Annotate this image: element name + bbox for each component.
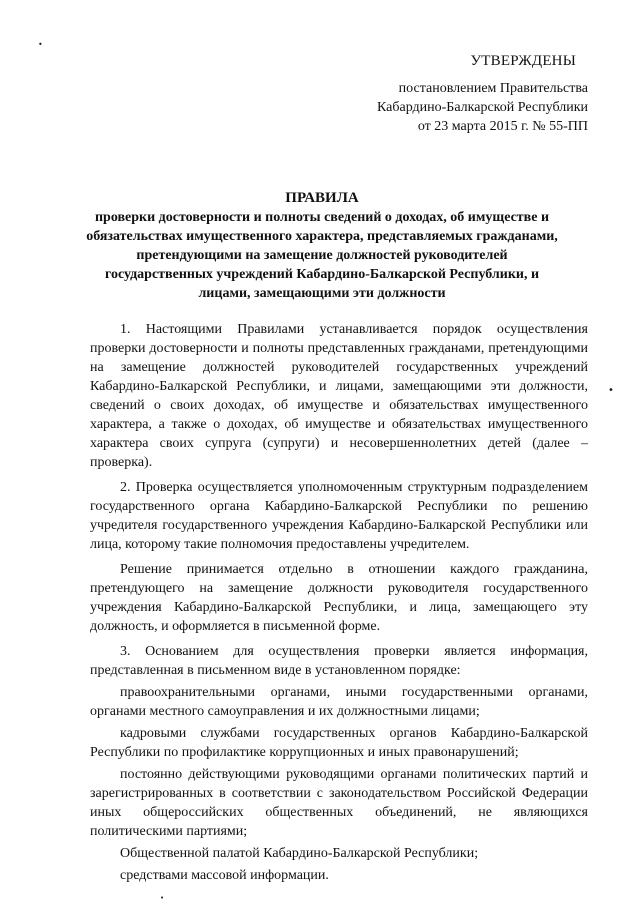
paragraph: 2. Проверка осуществляется уполномоченным структурным подразделением государственного органа Кабардино-Балкарской Республики по решению учредителя государственного учреждения Кабардино-Балкарской Республики или лица, которому такие полномочия предоставлены учредителем. [90,480,588,552]
approval-heading: УТВЕРЖДЕНЫ [470,53,576,69]
paragraph: Решение принимается отдельно в отношении каждого гражданина, претендующего на замещение должности руководителя государственного учреждения Кабардино-Балкарской Республики, и лица, замещающего эту должность, и оформляется в письменной форме. [90,562,588,634]
paragraph: 3. Основанием для осуществления проверки является информация, представленная в письменном виде в установленном порядке: [90,644,588,678]
document-title-block [82,188,562,303]
approval-stamp [328,52,588,136]
list-item: правоохранительными органами, иными государственными органами, органами местного самоуправления и их должностными лицами; [90,685,588,719]
list-item: Общественной палатой Кабардино-Балкарской Республики; [120,846,479,861]
list-item: кадровыми службами государственных органов Кабардино-Балкарской Республики по профилактике коррупционных и иных правонарушений; [90,726,588,760]
list-item: постоянно действующими руководящими органами политических партий и зарегистрированных в соответствии с законодательством Российской Федерации иных общероссийских общественных объединений, не являющихся политическими партиями; [90,767,588,839]
list-item: средствами массовой информации. [120,868,329,883]
approval-line: Кабардино-Балкарской Республики [377,100,588,115]
document-subtitle: проверки достоверности и полноты сведений о доходах, об имуществе и обязательствах имущественного характера, представляемых гражданами, претендующими на замещение должностей руководителей государственных учреждений Кабардино-Балкарской Республики, и лицами, замещающими эти должности [86,210,558,301]
approval-line: постановлением Правительства [398,81,588,96]
scan-speck: • [38,40,43,49]
paragraph: 1. Настоящими Правилами устанавливается порядок осуществления проверки достоверности и полноты представленных гражданами, претендующими на замещение должностей руководителей государственных учреждений Кабардино-Балкарской Республики, и лицами, замещающими эти должности, сведений о своих доходах, об имуществе и обязательствах имущественного характера, а также о доходах, об имуществе и обязательствах имущественного характера своих супруга (супруги) и несовершеннолетних детей (далее – проверка). [90,322,588,470]
approval-date-line: от 23 марта 2015 г. № 55-ПП [417,119,588,134]
document-body [90,320,588,885]
scan-speck: • [160,894,165,902]
scan-speck: • [608,385,614,396]
document-title: ПРАВИЛА [285,190,359,206]
